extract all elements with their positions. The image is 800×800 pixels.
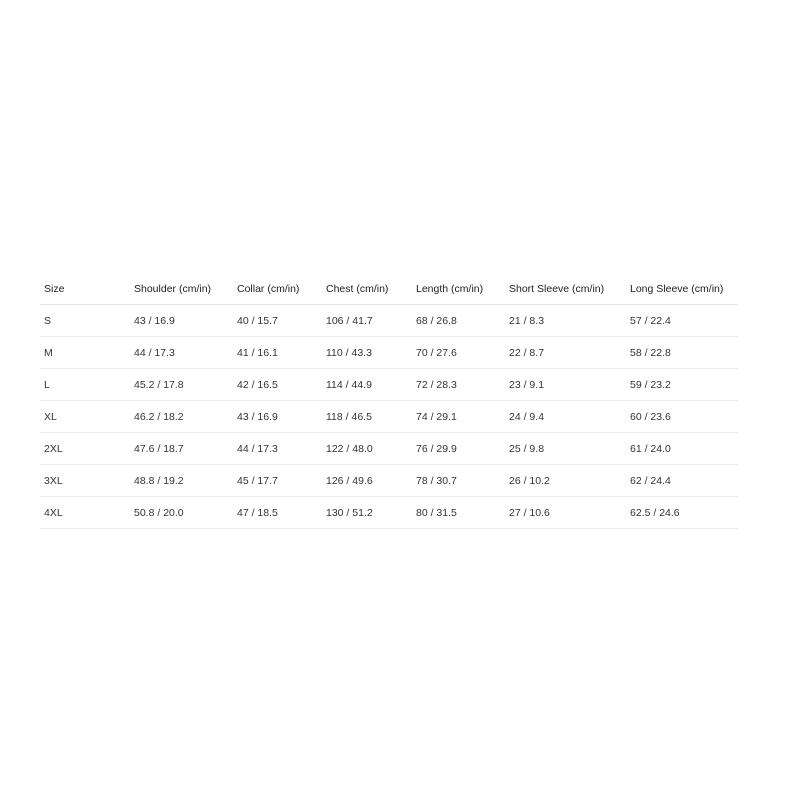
cell-long-sleeve: 62 / 24.4	[626, 465, 738, 497]
cell-chest: 106 / 41.7	[322, 305, 412, 337]
cell-chest: 114 / 44.9	[322, 369, 412, 401]
cell-size: 2XL	[40, 433, 130, 465]
cell-length: 68 / 26.8	[412, 305, 505, 337]
cell-shoulder: 43 / 16.9	[130, 305, 233, 337]
cell-collar: 44 / 17.3	[233, 433, 322, 465]
cell-length: 70 / 27.6	[412, 337, 505, 369]
column-header-long-sleeve: Long Sleeve (cm/in)	[626, 273, 738, 305]
size-chart-table	[40, 273, 738, 529]
cell-long-sleeve: 59 / 23.2	[626, 369, 738, 401]
cell-shoulder: 45.2 / 17.8	[130, 369, 233, 401]
table-row	[40, 305, 738, 337]
cell-length: 78 / 30.7	[412, 465, 505, 497]
cell-long-sleeve: 62.5 / 24.6	[626, 497, 738, 529]
cell-shoulder: 48.8 / 19.2	[130, 465, 233, 497]
cell-collar: 42 / 16.5	[233, 369, 322, 401]
cell-collar: 47 / 18.5	[233, 497, 322, 529]
cell-chest: 130 / 51.2	[322, 497, 412, 529]
cell-length: 72 / 28.3	[412, 369, 505, 401]
cell-shoulder: 46.2 / 18.2	[130, 401, 233, 433]
cell-length: 80 / 31.5	[412, 497, 505, 529]
cell-shoulder: 44 / 17.3	[130, 337, 233, 369]
column-header-collar: Collar (cm/in)	[233, 273, 322, 305]
cell-shoulder: 47.6 / 18.7	[130, 433, 233, 465]
cell-chest: 118 / 46.5	[322, 401, 412, 433]
header-row	[40, 273, 738, 305]
table-row	[40, 497, 738, 529]
cell-chest: 126 / 49.6	[322, 465, 412, 497]
cell-long-sleeve: 58 / 22.8	[626, 337, 738, 369]
column-header-short-sleeve: Short Sleeve (cm/in)	[505, 273, 626, 305]
cell-size: S	[40, 305, 130, 337]
cell-chest: 122 / 48.0	[322, 433, 412, 465]
table-row	[40, 465, 738, 497]
cell-long-sleeve: 61 / 24.0	[626, 433, 738, 465]
cell-collar: 43 / 16.9	[233, 401, 322, 433]
cell-chest: 110 / 43.3	[322, 337, 412, 369]
cell-collar: 41 / 16.1	[233, 337, 322, 369]
table-body	[40, 305, 738, 529]
cell-short-sleeve: 26 / 10.2	[505, 465, 626, 497]
table-row	[40, 337, 738, 369]
cell-size: 3XL	[40, 465, 130, 497]
table-header	[40, 273, 738, 305]
cell-short-sleeve: 25 / 9.8	[505, 433, 626, 465]
cell-short-sleeve: 23 / 9.1	[505, 369, 626, 401]
cell-shoulder: 50.8 / 20.0	[130, 497, 233, 529]
cell-size: M	[40, 337, 130, 369]
column-header-length: Length (cm/in)	[412, 273, 505, 305]
cell-size: XL	[40, 401, 130, 433]
cell-long-sleeve: 60 / 23.6	[626, 401, 738, 433]
cell-short-sleeve: 24 / 9.4	[505, 401, 626, 433]
cell-size: L	[40, 369, 130, 401]
cell-collar: 45 / 17.7	[233, 465, 322, 497]
cell-length: 76 / 29.9	[412, 433, 505, 465]
cell-short-sleeve: 22 / 8.7	[505, 337, 626, 369]
table-row	[40, 401, 738, 433]
column-header-size: Size	[40, 273, 130, 305]
cell-long-sleeve: 57 / 22.4	[626, 305, 738, 337]
cell-short-sleeve: 21 / 8.3	[505, 305, 626, 337]
column-header-shoulder: Shoulder (cm/in)	[130, 273, 233, 305]
cell-short-sleeve: 27 / 10.6	[505, 497, 626, 529]
cell-length: 74 / 29.1	[412, 401, 505, 433]
cell-size: 4XL	[40, 497, 130, 529]
column-header-chest: Chest (cm/in)	[322, 273, 412, 305]
table-row	[40, 369, 738, 401]
table-row	[40, 433, 738, 465]
cell-collar: 40 / 15.7	[233, 305, 322, 337]
